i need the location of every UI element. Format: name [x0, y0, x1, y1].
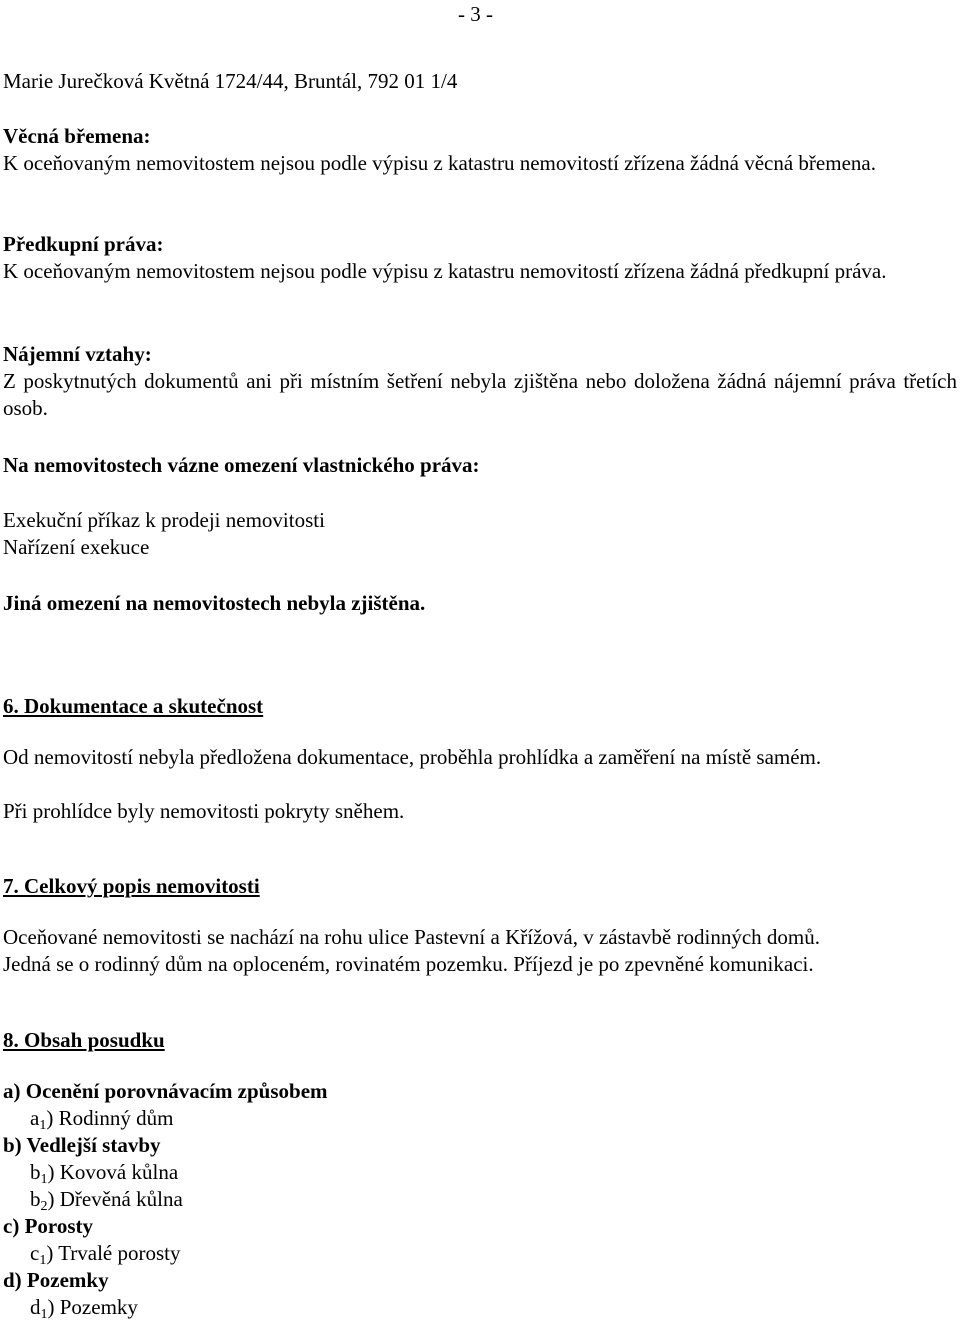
- owner-line: Marie Jurečková Květná 1724/44, Bruntál, 792 01 1/4: [3, 69, 458, 93]
- section-7-para-2: Jedná se o rodinný dům na oploceném, rovinatém pozemku. Příjezd je po zpevněné komunikaci.: [3, 952, 814, 976]
- contents-item: $c_1$) Trvalé porosty: [30, 1241, 181, 1268]
- lease-text: Z poskytnutých dokumentů ani při místním šetření nebyla zjištěna nebo doložena žádná nájemní práva třetích osob.: [3, 369, 957, 420]
- contents-list: [3, 1078, 328, 1321]
- restrictions-heading: Na nemovitostech vázne omezení vlastnického práva:: [3, 453, 480, 477]
- restriction-item: Exekuční příkaz k prodeji nemovitosti: [3, 508, 325, 532]
- restriction-item: Nařízení exekuce: [3, 535, 150, 559]
- contents-group-title: a) Ocenění porovnávacím způsobem: [3, 1079, 328, 1103]
- lease-heading: Nájemní vztahy:: [3, 342, 152, 366]
- section-6-heading: 6. Dokumentace a skutečnost: [3, 694, 264, 718]
- restrictions-list: [3, 507, 325, 561]
- preemption-text: K oceňovaným nemovitostem nejsou podle výpisu z katastru nemovitostí zřízena žádná předkupní práva.: [3, 259, 887, 283]
- contents-group-title: d) Pozemky: [3, 1268, 109, 1292]
- contents-group-d: [3, 1267, 328, 1321]
- contents-group-a: [3, 1078, 328, 1132]
- contents-group-title: c) Porosty: [3, 1214, 93, 1238]
- section-8-heading: 8. Obsah posudku: [3, 1028, 165, 1052]
- page-number: - 3 -: [458, 2, 493, 26]
- preemption-section: [3, 231, 957, 285]
- contents-item: $d_1$) Pozemky: [30, 1295, 138, 1322]
- contents-item: $a_1$) Rodinný dům: [30, 1106, 174, 1133]
- easements-heading: Věcná břemena:: [3, 124, 151, 148]
- preemption-heading: Předkupní práva:: [3, 232, 164, 256]
- contents-group-title: b) Vedlejší stavby: [3, 1133, 161, 1157]
- easements-text: K oceňovaným nemovitostem nejsou podle výpisu z katastru nemovitostí zřízena žádná věcná břemena.: [3, 151, 876, 175]
- contents-item: $b_2$) Dřevěná kůlna: [30, 1187, 183, 1214]
- easements-section: [3, 123, 957, 177]
- section-7-para-1: Oceňované nemovitosti se nachází na rohu ulice Pastevní a Křížová, v zástavbě rodinných domů.: [3, 925, 820, 949]
- section-7-body: [3, 924, 957, 978]
- contents-group-b: [3, 1132, 328, 1213]
- section-6-para-1: Od nemovitostí nebyla předložena dokumentace, proběhla prohlídka a zaměření na místě samém.: [3, 745, 822, 769]
- lease-section: [3, 341, 957, 422]
- section-7-heading: 7. Celkový popis nemovitosti: [3, 874, 260, 898]
- contents-group-c: [3, 1213, 328, 1267]
- restrictions-conclusion: Jiná omezení na nemovitostech nebyla zjištěna.: [3, 591, 426, 615]
- section-6-para-2: Při prohlídce byly nemovitosti pokryty sněhem.: [3, 799, 405, 823]
- contents-item: $b_1$) Kovová kůlna: [30, 1160, 179, 1187]
